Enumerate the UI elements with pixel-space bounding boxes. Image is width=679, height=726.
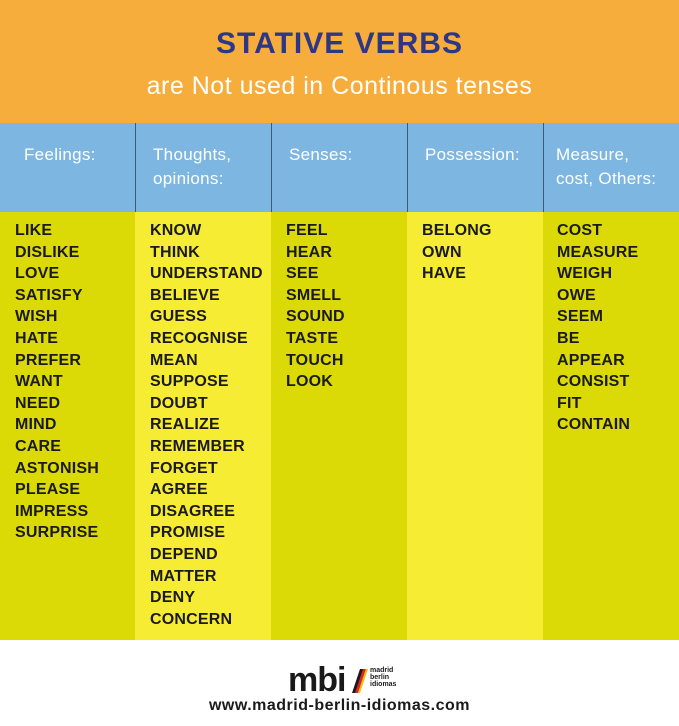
list-item: TASTE [286,329,339,347]
list-item: MIND [15,416,57,434]
page-title: STATIVE VERBS [216,27,463,60]
header-banner [0,0,679,123]
list-item: WISH [15,308,58,326]
list-item: PREFER [15,351,82,369]
list-item: APPEAR [557,351,625,369]
list-item: LOOK [286,373,334,391]
list-item: CONSIST [557,373,630,391]
list-item: GUESS [150,308,208,326]
list-item: PROMISE [150,524,226,542]
column-heading-senses: Senses: [289,145,353,164]
list-item: LIKE [15,222,53,239]
list-item: WANT [15,373,63,391]
list-item: FIT [557,394,582,412]
list-item: KNOW [150,222,202,239]
website-url[interactable]: www.madrid-berlin-idiomas.com [208,697,471,714]
list-item: CARE [15,437,62,455]
list-item: DENY [150,589,196,607]
verb-list-thoughts [135,212,271,640]
list-item: FORGET [150,459,218,477]
list-item: LOVE [15,265,60,283]
list-item: THINK [150,243,200,261]
column-heading-measure: Measure, cost, Others: [556,145,657,188]
list-item: SOUND [286,308,345,326]
list-item: BELONG [422,222,492,239]
list-item: HEAR [286,243,333,261]
list-item: COST [557,222,603,239]
list-item: CONTAIN [557,416,631,434]
flag-stripes-icon [350,669,368,693]
logo-wordmark: mbi [288,661,346,699]
list-item: MEAN [150,351,198,369]
list-item: TOUCH [286,351,344,369]
list-item: WEIGH [557,265,613,283]
verb-list-measure [543,212,679,640]
column-divider [543,123,544,212]
list-item: HAVE [422,265,467,283]
column-heading-feelings: Feelings: [24,145,96,164]
list-item: ASTONISH [15,459,99,477]
logo-tagline: madrid berlin idiomas [370,667,397,688]
column-headings-row [0,123,679,212]
list-item: UNDERSTAND [150,265,263,283]
page-subtitle: are Not used in Continous tenses [146,72,533,100]
list-item: BE [557,329,580,347]
list-item: NEED [15,394,61,412]
list-item: OWN [422,243,462,261]
list-item: REMEMBER [150,437,245,455]
list-item: FEEL [286,222,328,239]
list-item: MATTER [150,567,217,585]
list-item: IMPRESS [15,502,89,520]
list-item: AGREE [150,481,208,499]
footer [0,640,679,726]
list-item: SUPPOSE [150,373,229,391]
verb-list-senses [271,212,407,640]
list-item: MEASURE [557,243,639,261]
list-item: DEPEND [150,545,218,563]
column-divider [271,123,272,212]
column-divider [407,123,408,212]
verb-list-feelings [0,212,135,640]
list-item: RECOGNISE [150,329,248,347]
list-item: DISAGREE [150,502,236,520]
list-item: CONCERN [150,610,233,628]
list-item: OWE [557,286,596,304]
list-item: HATE [15,329,59,347]
column-heading-possession: Possession: [425,145,520,164]
list-item: DOUBT [150,394,208,412]
column-heading-thoughts: Thoughts, opinions: [153,145,232,188]
list-item: DISLIKE [15,243,80,261]
list-item: SMELL [286,286,342,304]
list-item: SURPRISE [15,524,99,542]
column-divider [135,123,136,212]
list-item: BELIEVE [150,286,220,304]
list-item: SEE [286,265,319,283]
list-item: SATISFY [15,286,83,304]
list-item: PLEASE [15,481,81,499]
list-item: REALIZE [150,416,220,434]
list-item: SEEM [557,308,604,326]
verb-list-possession [407,212,543,640]
